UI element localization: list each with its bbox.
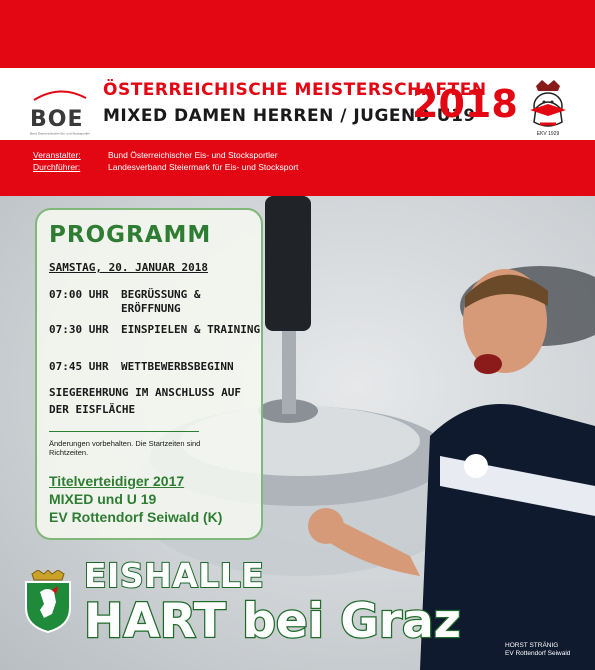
styria-panther-crest-icon	[22, 570, 74, 634]
organizer-value: Bund Österreichischer Eis- und Stocksportler	[108, 150, 278, 160]
panel-divider	[49, 431, 199, 432]
headline-championships: ÖSTERREICHISCHE MEISTERSCHAFTEN	[103, 80, 487, 100]
venue-hall: EISHALLE	[84, 556, 265, 595]
program-title: PROGRAMM	[49, 222, 212, 248]
executor-value: Landesverband Steiermark für Eis- und Stocksport	[108, 162, 299, 172]
title-defender	[49, 472, 259, 526]
program-date: SAMSTAG, 20. JANUAR 2018	[49, 261, 208, 274]
defender-club: EV Rottendorf Seiwald (K)	[49, 509, 223, 525]
defender-category: MIXED und U 19	[49, 491, 157, 507]
credit-name: HORST STRÄNIG	[505, 642, 559, 649]
schedule-time: 07:00 UHR	[49, 288, 109, 301]
schedule-note: Änderungen vorbehalten. Die Startzeiten sind Richtzeiten.	[49, 439, 201, 457]
schedule-desc: EINSPIELEN & TRAINING	[121, 323, 261, 336]
club-logo-text: EKV 1929	[536, 131, 560, 137]
boe-logo-text: BOE	[30, 107, 84, 132]
lion-crest-icon	[522, 78, 574, 134]
organizer-row	[33, 150, 278, 160]
title-band	[0, 68, 595, 140]
ceremony-text: SIEGEREHRUNG IM ANSCHLUSS AUF DER EISFLÄCHE	[49, 386, 242, 416]
schedule-desc: BEGRÜSSUNG & ERÖFFNUNG	[121, 288, 201, 315]
defender-heading: Titelverteidiger 2017	[49, 473, 185, 489]
schedule-desc: WETTBEWERBSBEGINN	[121, 360, 234, 373]
venue-location: HART bei Graz	[84, 594, 462, 649]
club-lion-logo	[522, 78, 574, 137]
boe-swoosh-icon	[30, 88, 90, 102]
program-panel	[35, 208, 263, 540]
top-red-band	[0, 0, 595, 68]
executor-label: Durchführer:	[33, 162, 81, 172]
info-band	[0, 140, 595, 196]
photo-credit	[505, 642, 570, 658]
organizer-label: Veranstalter:	[33, 150, 81, 160]
executor-row	[33, 162, 298, 172]
schedule-time: 07:45 UHR	[49, 360, 109, 373]
headline-categories: MIXED DAMEN HERREN / JUGEND U19	[103, 106, 476, 126]
headline-year: 2018	[412, 82, 518, 126]
credit-club: EV Rottendorf Seiwald	[505, 650, 571, 657]
styria-crest	[22, 570, 74, 634]
boe-logo-subtitle: Bund Österreichischer Eis- und Stocksportler	[30, 132, 90, 136]
boe-logo	[30, 88, 90, 136]
schedule-time: 07:30 UHR	[49, 323, 109, 336]
